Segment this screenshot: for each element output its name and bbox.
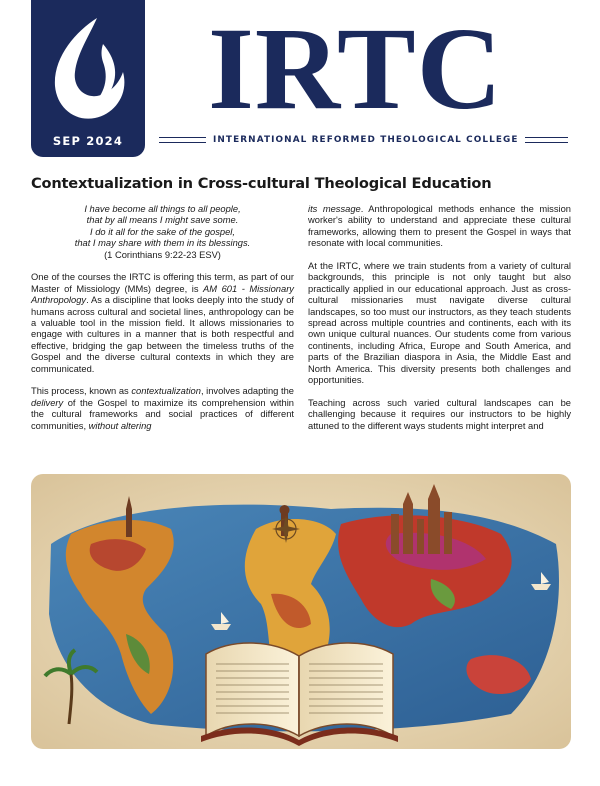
paragraph: This process, known as contextualization, involves adapting the delivery of the Gospel to maximize its comprehension within the cultural frameworks and social practices of different communities, without altering bbox=[31, 386, 294, 431]
flame-leaf-icon bbox=[45, 14, 131, 126]
article-column-right bbox=[308, 204, 571, 460]
paragraph: Teaching across such varied cultural landscapes can be challenging because it requires our instructors to be highly attuned to the different ways students might interpret and bbox=[308, 397, 571, 431]
term-contextualization: contextualization bbox=[131, 386, 201, 397]
masthead-subtitle: INTERNATIONAL REFORMED THEOLOGICAL COLLEGE bbox=[213, 135, 519, 145]
article-headline: Contextualization in Cross-cultural Theological Education bbox=[31, 175, 492, 192]
epigraph bbox=[31, 204, 294, 261]
masthead-rule bbox=[159, 137, 206, 138]
masthead-title: IRTC bbox=[208, 3, 503, 134]
paragraph: its message. Anthropological methods enhance the mission worker's ability to understand and appreciate these cultural frameworks, allowing them to present the Gospel in ways that resonate with local communities. bbox=[308, 204, 571, 249]
issue-date: SEP 2024 bbox=[52, 134, 124, 148]
masthead-rule bbox=[159, 142, 206, 143]
epigraph-line: I do it all for the sake of the gospel, bbox=[90, 226, 235, 237]
paragraph: One of the courses the IRTC is offering this term, as part of our Master of Missiology (MMs) degree, is AM 601 - Missionary Anthropology. As a discipline that looks deeply into the study of humans across cultural and societal lines, anthropology can be a valuable tool in the mission field. It allows missionaries to engage with cultures in a manner that is both respectful and effective, bridging the gap between the timeless truths of the Gospel and the diverse cultural contexts in which they are communicated. bbox=[31, 272, 294, 374]
epigraph-line: that by all means I might save some. bbox=[86, 215, 239, 226]
article-column-left bbox=[31, 204, 294, 460]
course-name: AM 601 - Missionary Anthropology bbox=[31, 283, 294, 306]
epigraph-line: that I may share with them in its blessings. bbox=[74, 238, 251, 249]
masthead-rule bbox=[525, 142, 568, 143]
paragraph: At the IRTC, where we train students from a variety of cultural backgrounds, this principle is not only taught but also practically applied in our educational approach. Just as cross-cultural missionaries must navigate diverse cultural landscapes, so too must our instructors, as they teach students spread across multiple countries and continents, each with its own unique cultural nuances. Our students come from various continents, including Africa, Europe and South America, and parts of the Brazilian diaspora in Asia, the Middle East and North America. This diversity presents both challenges and opportunities. bbox=[308, 261, 571, 386]
epigraph-reference: (1 Corinthians 9:22-23 ESV) bbox=[104, 249, 221, 260]
issue-badge bbox=[31, 0, 145, 157]
masthead-rule bbox=[525, 137, 568, 138]
epigraph-line: I have become all things to all people, bbox=[84, 204, 241, 214]
world-map-with-open-bible-icon bbox=[31, 474, 571, 749]
